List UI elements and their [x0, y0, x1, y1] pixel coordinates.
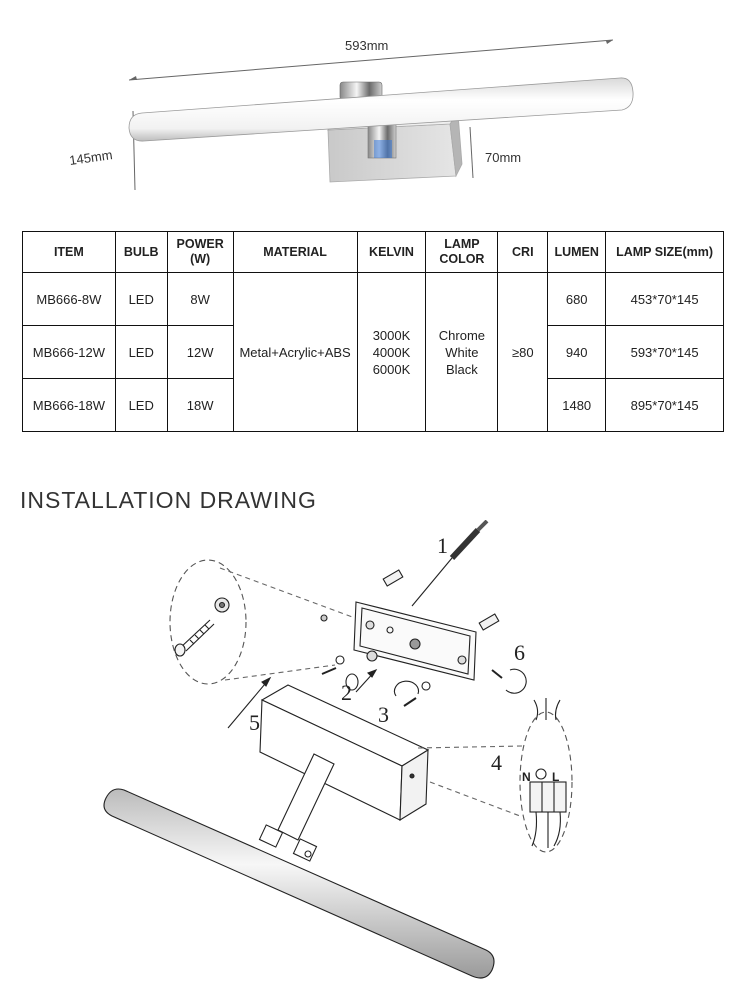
- step-number: 4: [491, 750, 502, 775]
- step-number: 1: [437, 533, 448, 558]
- header-material: MATERIAL: [233, 232, 357, 273]
- cell-item: MB666-18W: [23, 379, 116, 432]
- cell-power: 8W: [167, 273, 233, 326]
- table-header-row: [23, 232, 724, 273]
- length-label: 593mm: [345, 38, 389, 53]
- mounting-plate: [354, 602, 476, 680]
- cell-lamp-color: Chrome White Black: [426, 273, 498, 432]
- header-lamp-color: LAMP COLOR: [426, 232, 498, 273]
- table-row: [23, 273, 724, 326]
- wall-screw-icon: [175, 620, 214, 656]
- installation-title: INSTALLATION DRAWING: [20, 487, 317, 513]
- header-kelvin: KELVIN: [357, 232, 426, 273]
- wire-label-neutral: N: [522, 770, 531, 784]
- lamp-body: [104, 685, 494, 978]
- wire-label-live: L: [552, 770, 560, 784]
- cell-size: 453*70*145: [606, 273, 724, 326]
- screwdriver-icon: [412, 521, 487, 606]
- cell-bulb: LED: [115, 379, 167, 432]
- cell-power: 18W: [167, 379, 233, 432]
- product-dimension-drawing: [0, 0, 750, 210]
- step-number: 3: [378, 702, 389, 727]
- installation-drawing: [0, 520, 750, 991]
- rotate-arrow-icon: [394, 681, 418, 696]
- header-power: POWER (W): [167, 232, 233, 273]
- step-number: 2: [341, 680, 352, 705]
- cell-lumen: 940: [548, 326, 606, 379]
- header-item: ITEM: [23, 232, 116, 273]
- cell-size: 593*70*145: [606, 326, 724, 379]
- header-lamp-size: LAMP SIZE(mm): [606, 232, 724, 273]
- spec-table: [22, 231, 724, 432]
- cell-material: Metal+Acrylic+ABS: [233, 273, 357, 432]
- cell-bulb: LED: [115, 273, 167, 326]
- rotate-arrow-icon: [506, 669, 526, 693]
- step-number: 5: [249, 710, 260, 735]
- depth-label: 70mm: [485, 150, 522, 165]
- cell-item: MB666-12W: [23, 326, 116, 379]
- cell-lumen: 1480: [548, 379, 606, 432]
- cell-bulb: LED: [115, 326, 167, 379]
- cell-kelvin: 3000K 4000K 6000K: [357, 273, 426, 432]
- header-cri: CRI: [498, 232, 548, 273]
- cell-power: 12W: [167, 326, 233, 379]
- terminal-block-icon: [530, 698, 566, 848]
- cell-cri: ≥80: [498, 273, 548, 432]
- cell-lumen: 680: [548, 273, 606, 326]
- depth-dimension-line: [470, 127, 473, 178]
- cell-item: MB666-8W: [23, 273, 116, 326]
- step-number: 6: [514, 640, 525, 665]
- height-label: 145mm: [68, 147, 114, 168]
- header-bulb: BULB: [115, 232, 167, 273]
- cell-size: 895*70*145: [606, 379, 724, 432]
- header-lumen: LUMEN: [548, 232, 606, 273]
